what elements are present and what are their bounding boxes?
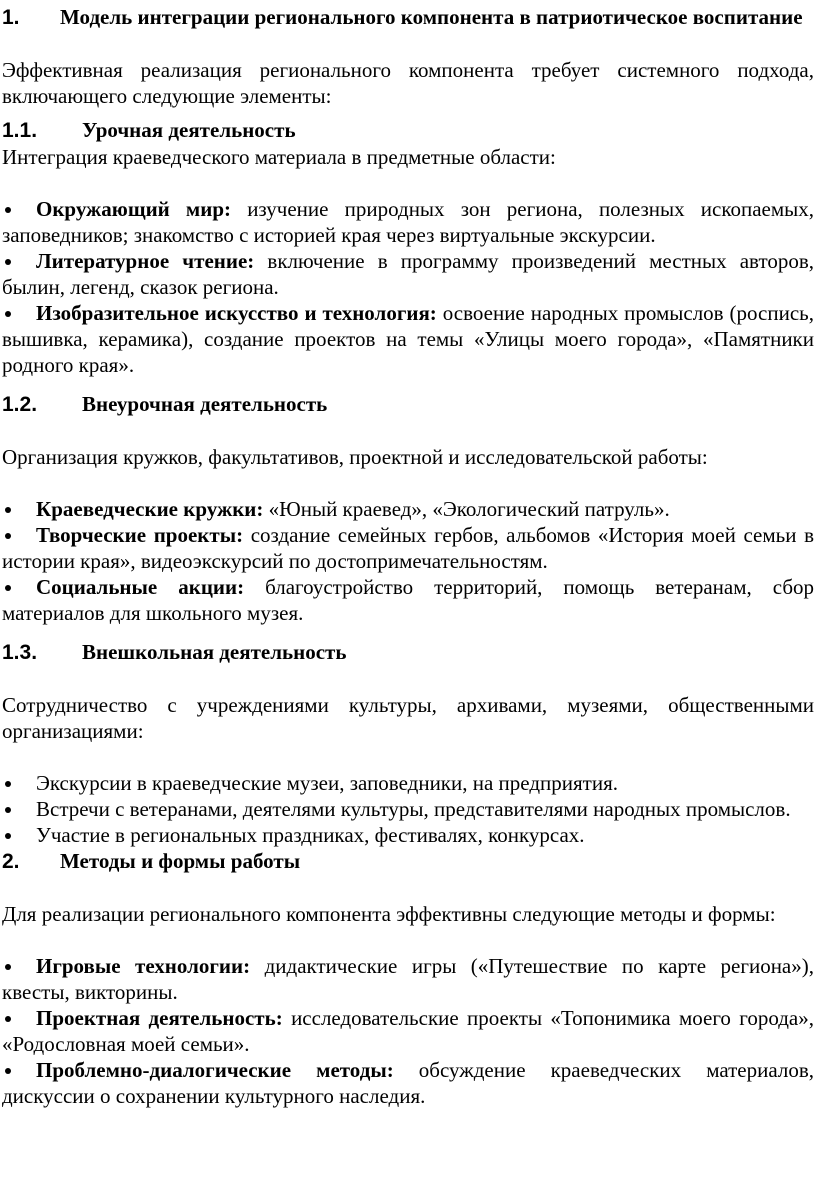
section-1-heading [2, 4, 814, 31]
subsection-1-3-intro: Сотрудничество с учреждениями культуры, архивами, музеями, общественными организациями: [2, 693, 814, 743]
list-item-term: Игровые технологии: [36, 954, 251, 978]
subsection-1-3-heading [2, 639, 814, 666]
section-2-intro: Для реализации регионального компонента эффективны следующие методы и формы: [2, 902, 776, 926]
list-item-text: освоение народных промыслов (роспись, вышивка, керамика), создание проектов на темы «Улицы моего города», «Памятники родного края». [2, 301, 815, 377]
list-item [2, 574, 814, 626]
section-1-intro: Эффективная реализация регионального компонента требует системного подхода, включающего следующие элементы: [2, 58, 814, 108]
section-1-title: Модель интеграции регионального компонента в патриотическое воспитание [60, 5, 803, 29]
section-2-number: 2. [2, 850, 20, 873]
section-2-list [2, 953, 814, 1109]
section-1-number: 1. [2, 6, 20, 29]
subsection-1-1-number: 1.1. [2, 119, 38, 142]
list-item-term: Окружающий мир: [36, 197, 232, 221]
list-item [2, 953, 814, 1005]
list-item: Встречи с ветеранами, деятелями культуры, представителями народных промыслов. [2, 796, 814, 822]
subsection-1-2-title: Внеурочная деятельность [82, 392, 328, 416]
subsection-1-3-list [2, 770, 814, 848]
list-item-text: создание семейных гербов, альбомов «История моей семьи в истории края», видеоэкскурсий по достопримечательностям. [2, 523, 814, 573]
list-item-text: включение в программу произведений местных авторов, былин, легенд, сказок региона. [2, 249, 815, 299]
section-2-heading [2, 848, 814, 875]
subsection-1-1-list [2, 196, 814, 378]
list-item-term: Изобразительное искусство и технология: [36, 301, 437, 325]
list-item-text: «Юный краевед», «Экологический патруль». [263, 497, 670, 521]
list-item-term: Социальные акции: [36, 575, 245, 599]
subsection-1-2-intro: Организация кружков, факультативов, проектной и исследовательской работы: [2, 445, 708, 469]
subsection-1-2-list [2, 496, 814, 626]
list-item [2, 1005, 814, 1057]
list-item-text: дидактические игры («Путешествие по карте региона»), квесты, викторины. [2, 954, 814, 1004]
list-item-term: Творческие проекты: [36, 523, 244, 547]
list-item: Участие в региональных праздниках, фестивалях, конкурсах. [2, 822, 814, 848]
list-item-term: Проектная деятельность: [36, 1006, 283, 1030]
list-item [2, 1057, 814, 1109]
list-item-text: обсуждение краеведческих материалов, дискуссии о сохранении культурного наследия. [2, 1058, 814, 1108]
subsection-1-3-title: Внешкольная деятельность [82, 640, 347, 664]
list-item [2, 196, 814, 248]
list-item [2, 300, 814, 378]
subsection-1-3-number: 1.3. [2, 641, 38, 664]
subsection-1-1-heading [2, 117, 814, 144]
subsection-1-1-intro: Интеграция краеведческого материала в предметные области: [2, 145, 556, 169]
list-item-term: Литературное чтение: [36, 249, 255, 273]
subsection-1-1-title: Урочная деятельность [82, 118, 296, 142]
subsection-1-2-number: 1.2. [2, 393, 38, 416]
list-item: Экскурсии в краеведческие музеи, заповедники, на предприятия. [2, 770, 814, 796]
subsection-1-2-heading [2, 391, 814, 418]
list-item-text: благоустройство территорий, помощь ветеранам, сбор материалов для школьного музея. [2, 575, 815, 625]
list-item-text: изучение природных зон региона, полезных ископаемых, заповедников; знакомство с историей края через виртуальные экскурсии. [2, 197, 814, 247]
list-item [2, 496, 814, 522]
list-item [2, 248, 814, 300]
list-item-text: исследовательские проекты «Топонимика моего города», «Родословная моей семьи». [2, 1006, 814, 1056]
list-item-term: Краеведческие кружки: [36, 497, 264, 521]
list-item [2, 522, 814, 574]
list-item-term: Проблемно-диалогические методы: [36, 1058, 394, 1082]
section-2-title: Методы и формы работы [60, 849, 301, 873]
